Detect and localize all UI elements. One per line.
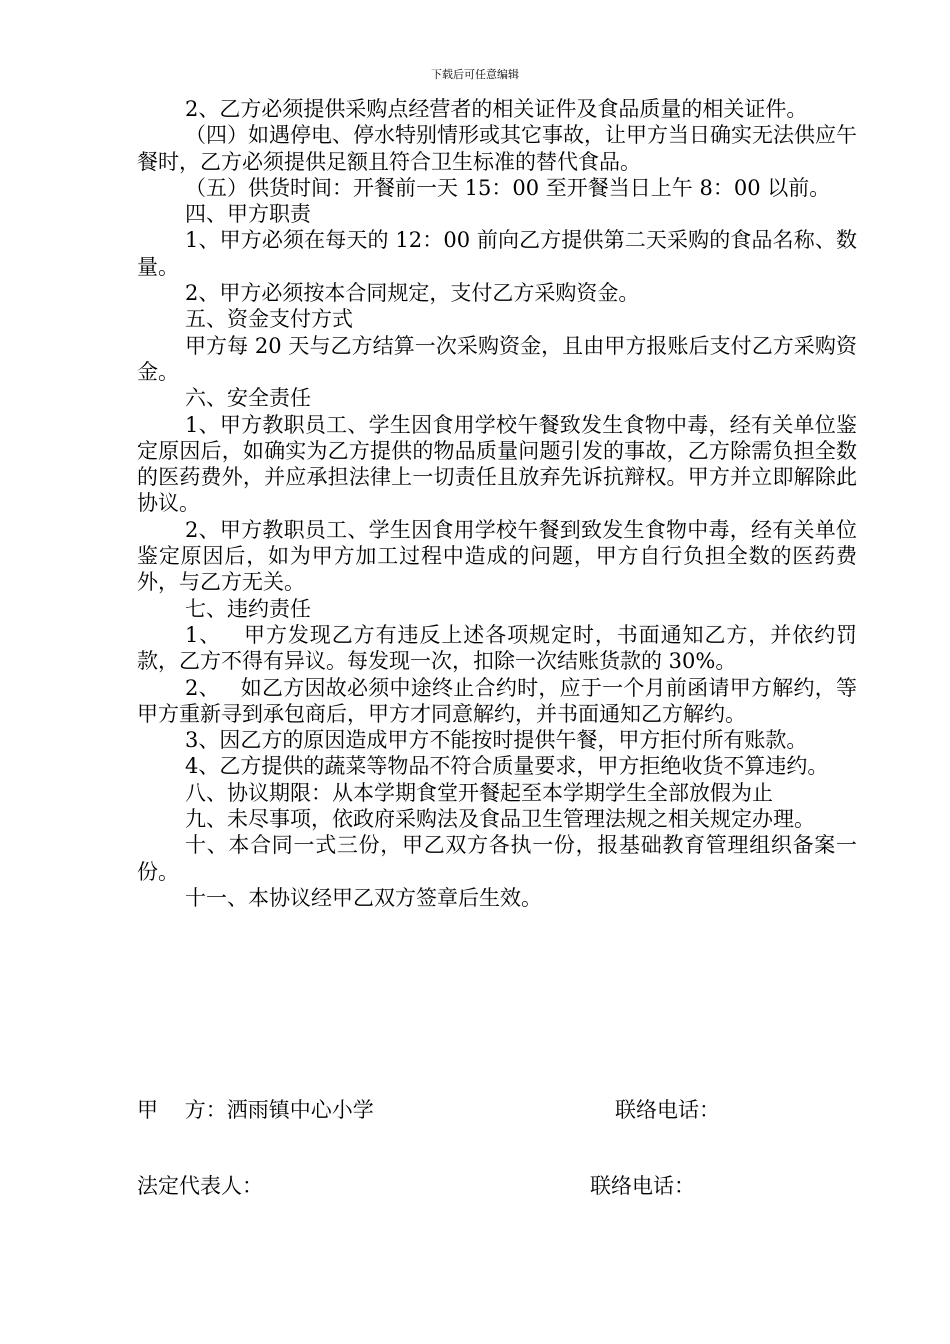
paragraph: 2、甲方教职员工、学生因食用学校午餐到致发生食物中毒，经有关单位鉴定原因后，如为甲方加工过程中造成的问题，甲方自行负担全数的医药费外，与乙方无关。 bbox=[137, 517, 857, 595]
party-a-line: 甲 方：洒雨镇中心小学 bbox=[137, 1098, 374, 1122]
legal-rep-phone-label: 联络电话： bbox=[590, 1174, 695, 1198]
paragraph: 2、甲方必须按本合同规定，支付乙方采购资金。 bbox=[185, 281, 640, 306]
section-heading: 四、甲方职责 bbox=[185, 202, 311, 227]
section-heading: 七、违约责任 bbox=[185, 596, 311, 621]
paragraph: （五）供货时间：开餐前一天 15：00 至开餐当日上午 8：00 以前。 bbox=[185, 175, 831, 200]
paragraph: 2、乙方必须提供采购点经营者的相关证件及食品质量的相关证件。 bbox=[185, 97, 808, 121]
section-heading: 五、资金支付方式 bbox=[185, 307, 353, 332]
paragraph: 十、本合同一式三份，甲乙双方各执一份，报基础教育管理组织备案一份。 bbox=[137, 833, 857, 884]
contract-body bbox=[137, 96, 857, 911]
paragraph: 3、因乙方的原因造成甲方不能按时提供午餐，甲方拒付所有账款。 bbox=[185, 728, 808, 753]
legal-representative-label: 法定代表人： bbox=[137, 1174, 263, 1198]
paragraph: 1、 甲方发现乙方有违反上述各项规定时，书面通知乙方，并依约罚款，乙方不得有异议。每发现一次，扣除一次结账货款的 30%。 bbox=[137, 622, 857, 674]
paragraph: 八、协议期限：从本学期食堂开餐起至本学期学生全部放假为止 bbox=[185, 780, 773, 805]
section-heading: 六、安全责任 bbox=[185, 386, 311, 411]
paragraph: 2、 如乙方因故必须中途终止合约时，应于一个月前函请甲方解约，等甲方重新寻到承包商后，甲方才同意解约，并书面通知乙方解约。 bbox=[137, 675, 857, 726]
paragraph: 甲方每 20 天与乙方结算一次采购资金，且由甲方报账后支付乙方采购资金。 bbox=[137, 333, 857, 384]
paragraph: 1、甲方必须在每天的 12：00 前向乙方提供第二天采购的食品名称、数量。 bbox=[137, 228, 857, 279]
paragraph: 4、乙方提供的蔬菜等物品不符合质量要求，甲方拒绝收货不算违约。 bbox=[185, 754, 829, 779]
paragraph: 1、甲方教职员工、学生因食用学校午餐致发生食物中毒，经有关单位鉴定原因后，如确实为乙方提供的物品质量问题引发的事故，乙方除需负担全数的医药费外，并应承担法律上一切责任且放弃先诉抗辩权。甲方并立即解除此协议。 bbox=[137, 412, 857, 516]
paragraph: 十一、本协议经甲乙双方签章后生效。 bbox=[185, 885, 542, 910]
page-header: 下载后可任意编辑 bbox=[431, 68, 519, 81]
paragraph: （四）如遇停电、停水特别情形或其它事故，让甲方当日确实无法供应午餐时，乙方必须提供足额且符合卫生标准的替代食品。 bbox=[137, 123, 857, 174]
paragraph: 九、未尽事项，依政府采购法及食品卫生管理法规之相关规定办理。 bbox=[185, 807, 815, 832]
party-a-phone-label: 联络电话： bbox=[615, 1098, 720, 1122]
